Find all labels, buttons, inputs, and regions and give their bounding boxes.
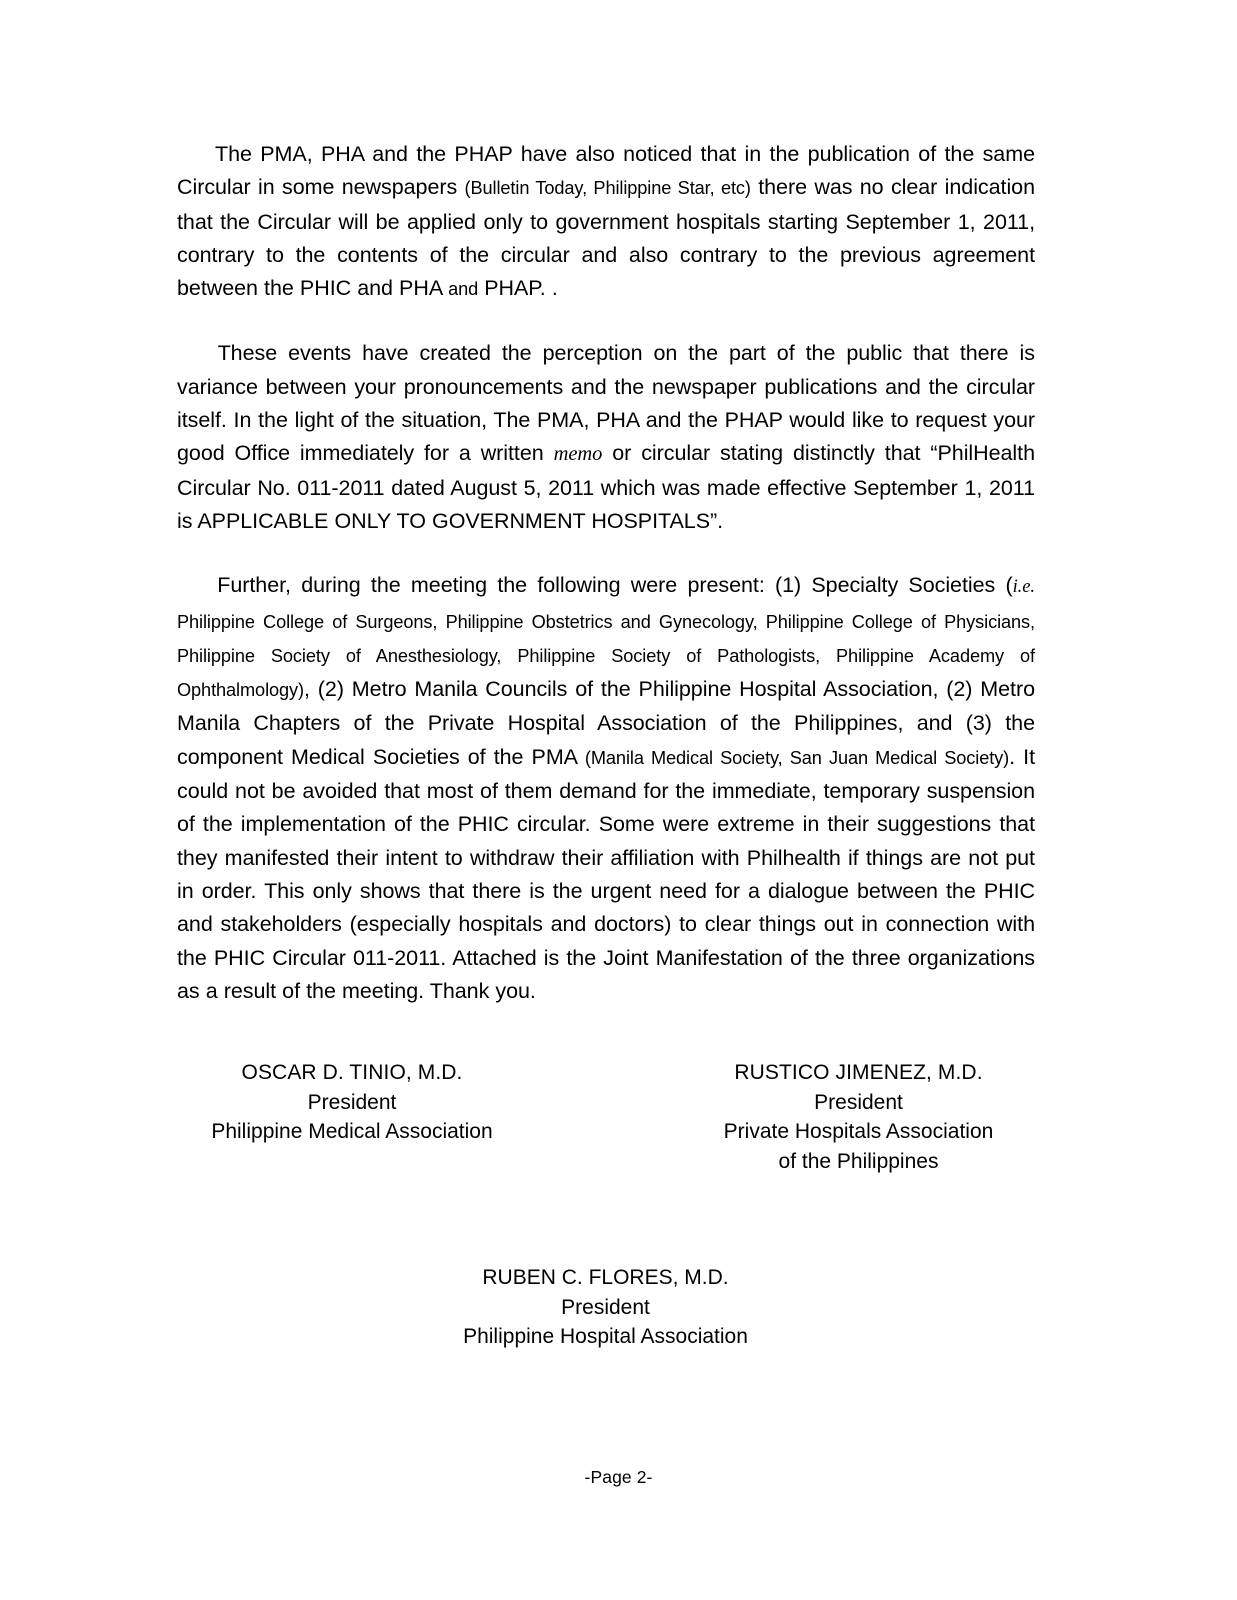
text-run: PHAP. . <box>478 276 558 301</box>
text-run: The PMA, PHA and the PHAP have also noticed that in the publication of the same Circular in some newspapers <box>177 142 1035 200</box>
signatory-organization-cont: of the Philippines <box>778 1149 939 1173</box>
text-run: there was no clear indication that the Circular will be applied only to government hospitals starting September 1, 2011, contrary to the contents of the circular and also contrary to the previous agreement between the PHIC and PHA <box>177 175 1035 301</box>
text-run: , (2) Metro Manila Councils of the Philippine Hospital Association, (2) Metro Manila Chapters of the Private Hospital Association of the Philippines, and (3) the component Medical Societies of the PMA <box>177 677 1035 769</box>
text-run-small: and <box>448 279 479 300</box>
signatory-organization: Philippine Hospital Association <box>463 1325 748 1348</box>
document-body <box>177 138 1035 1008</box>
page-number-footer: -Page 2- <box>584 1467 653 1487</box>
signature-block-flores <box>428 1263 783 1352</box>
signatory-title: President <box>561 1295 650 1319</box>
text-run-small: (Manila Medical Society, San Juan Medical Society) <box>584 747 1010 768</box>
signatory-name: RUBEN C. FLORES, M.D. <box>482 1266 729 1289</box>
text-run-small: Philippine College of Surgeons, Philippine Obstetrics and Gynecology, Philippine College of Physicians, Philippine Society of Anesthesiology, Philippine Society of Pathologists, Philippine Academy of Ophthalmology) <box>177 611 1035 701</box>
text-run: or circular stating distinctly that “PhilHealth Circular No. 011-2011 dated August 5, 2011 which was made effective September 1, 2011 is APPLICABLE ONLY TO GOVERNMENT HOSPITALS”. <box>177 441 1035 533</box>
signatory-organization: Philippine Medical Association <box>211 1120 493 1143</box>
paragraph-perception <box>177 337 1035 538</box>
text-run-emphasis-ie: i.e. <box>1012 577 1035 598</box>
paragraph-attendees <box>177 569 1035 1008</box>
signatory-name: OSCAR D. TINIO, M.D. <box>241 1061 463 1084</box>
signature-row <box>177 1058 1035 1198</box>
signature-block-jimenez <box>682 1058 1035 1176</box>
text-run: . It could not be avoided that most of them demand for the immediate, temporary suspension of the implementation of the PHIC circular. Some were extreme in their suggestions that they manifested their intent to withdraw their affiliation with Philhealth if things are not put in order. This only shows that there is the urgent need for a dialogue between the PHIC and stakeholders (especially hospitals and doctors) to clear things out in connection with the PHIC Circular 011-2011. Attached is the Joint Manifestation of the three organizations as a result of the meeting. Thank you. <box>177 744 1035 1003</box>
signatory-organization: Private Hospitals Association <box>723 1120 994 1143</box>
text-run-emphasis-memo: memo <box>553 443 603 466</box>
signatory-title: President <box>307 1090 397 1114</box>
signatory-name: RUSTICO JIMENEZ, M.D. <box>734 1061 983 1084</box>
signatory-title: President <box>814 1090 903 1114</box>
text-run: These events have created the perception on the part of the public that there is variance between your pronouncements and the newspaper publications and the circular itself. In the light of the situation, The PMA, PHA and the PHAP would like to request your good Office immediately for a written <box>177 341 1035 466</box>
paragraph-newspapers <box>177 138 1035 306</box>
text-run-small: (Bulletin Today, Philippine Star, etc) <box>464 178 751 199</box>
signature-block-tinio <box>177 1058 527 1147</box>
text-run: Further, during the meeting the following were present: (1) Specialty Societies ( <box>217 573 1013 598</box>
